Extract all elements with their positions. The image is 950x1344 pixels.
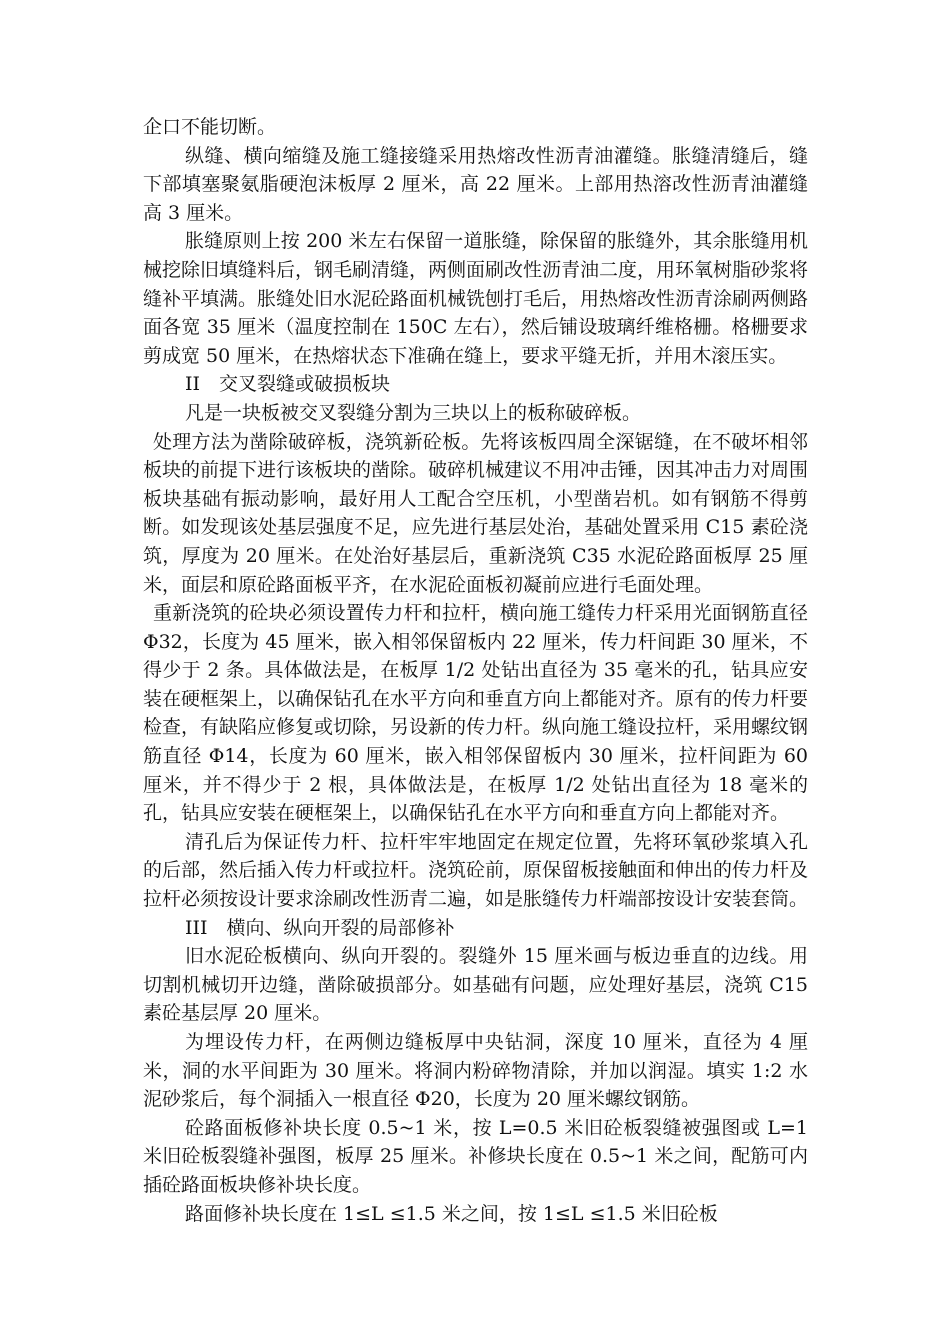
paragraph-continuation: 企口不能切断。 [143,116,277,138]
paragraph-joint-sealing: 纵缝、横向缩缝及施工缝接缝采用热熔改性沥青油灌缝。胀缝清缝后，缝下部填塞聚氨脂硬泡沫板厚 2 厘米，高 22 厘米。上部用热溶改性沥青油灌缝高 3 厘米。 [143,144,808,224]
paragraph-crack-repair: 旧水泥砼板横向、纵向开裂的。裂缝外 15 厘米画与板边垂直的边线。用切割机械切开边缝，凿除破损部分。如基础有问题，应处理好基层，浇筑 C15 素砼基层厚 20 厘米。 [143,945,808,1025]
paragraph-dowel-drilling: 为埋设传力杆，在两侧边缝板厚中央钻洞，深度 10 厘米，直径为 4 厘米，洞的水平间距为 30 厘米。将洞内粉碎物清除，并加以润湿。填实 1:2 水泥砂浆后，每个洞插入一根直径 Φ20，长度为 20 厘米螺纹钢筋。 [143,1031,808,1111]
paragraph-broken-slab-treatment: 处理方法为凿除破碎板，浇筑新砼板。先将该板四周全深锯缝，在不破坏相邻板块的前提下进行该板块的凿除。破碎机械建议不用冲击锤，因其冲击力对周围板块基础有振动影响，最好用人工配合空压机，小型凿岩机。如有钢筋不得剪断。如发现该处基层强度不足，应先进行基层处治，基础处置采用 C15 素砼浇筑，厚度为 20 厘米。在处治好基层后，重新浇筑 C35 水泥砼路面板厚 25 厘米，面层和原砼路面板平齐，在水泥砼面板初凝前应进行毛面处理。 [143,430,809,596]
paragraph-hole-cleaning: 清孔后为保证传力杆、拉杆牢牢地固定在规定位置，先将环氧砂浆填入孔的后部，然后插入传力杆或拉杆。浇筑砼前，原保留板接触面和伸出的传力杆及拉杆必须按设计要求涂刷改性沥青二遍，如是胀缝传力杆端部按设计安装套筒。 [143,830,809,911]
paragraph-repair-length-long: 路面修补块长度在 1≤L ≤1.5 米之间，按 1≤L ≤1.5 米旧砼板 [185,1202,718,1225]
section-heading-ii: II 交叉裂缝或破损板块 [185,373,391,396]
paragraph-repair-length-short: 砼路面板修补块长度 0.5~1 米，按 L=0.5 米旧砼板裂缝被强图或 L=1 米旧砼板裂缝补强图，板厚 25 厘米。补修块长度在 0.5~1 米之间，配筋可内插砼路面板块修补块长度。 [143,1116,808,1196]
paragraph-broken-slab-definition: 凡是一块板被交叉裂缝分割为三块以上的板称破碎板。 [185,401,642,424]
paragraph-expansion-joint: 胀缝原则上按 200 米左右保留一道胀缝，除保留的胀缝外，其余胀缝用机械挖除旧填缝料后，钢毛刷清缝，两侧面刷改性沥青油二度，用环氧树脂砂浆将缝补平填满。胀缝处旧水泥砼路面机械铣刨打毛后，用热熔改性沥青涂刷两侧路面各宽 35 厘米（温度控制在 150C 左右），然后铺设玻璃纤维格栅。格栅要求剪成宽 50 厘米，在热熔状态下准确在缝上，要求平缝无折，并用木滚压实。 [143,230,809,367]
paragraph-dowel-tie-bars: 重新浇筑的砼块必须设置传力杆和拉杆，横向施工缝传力杆采用光面钢筋直径 Φ32，长度为 45 厘米，嵌入相邻保留板内 22 厘米，传力杆间距 30 厘米，不得少于 2 条。具体做法是，在板厚 1/2 处钻出直径为 35 毫米的孔，钻具应安装在硬框架上，以确保钻孔在水平方向和垂直方向上都能对齐。原有的传力杆要检查，有缺陷应修复或切除，另设新的传力杆。纵向施工缝设拉杆，采用螺纹钢筋直径 Φ14，长度为 60 厘米，嵌入相邻保留板内 30 厘米，拉杆间距为 60 厘米，并不得少于 2 根，具体做法是，在板厚 1/2 处钻出直径为 18 毫米的孔，钻具应安装在硬框架上，以确保钻孔在水平方向和垂直方向上都能对齐。 [143,602,809,825]
document-body [143,113,808,1228]
section-heading-iii: III 横向、纵向开裂的局部修补 [185,916,455,939]
